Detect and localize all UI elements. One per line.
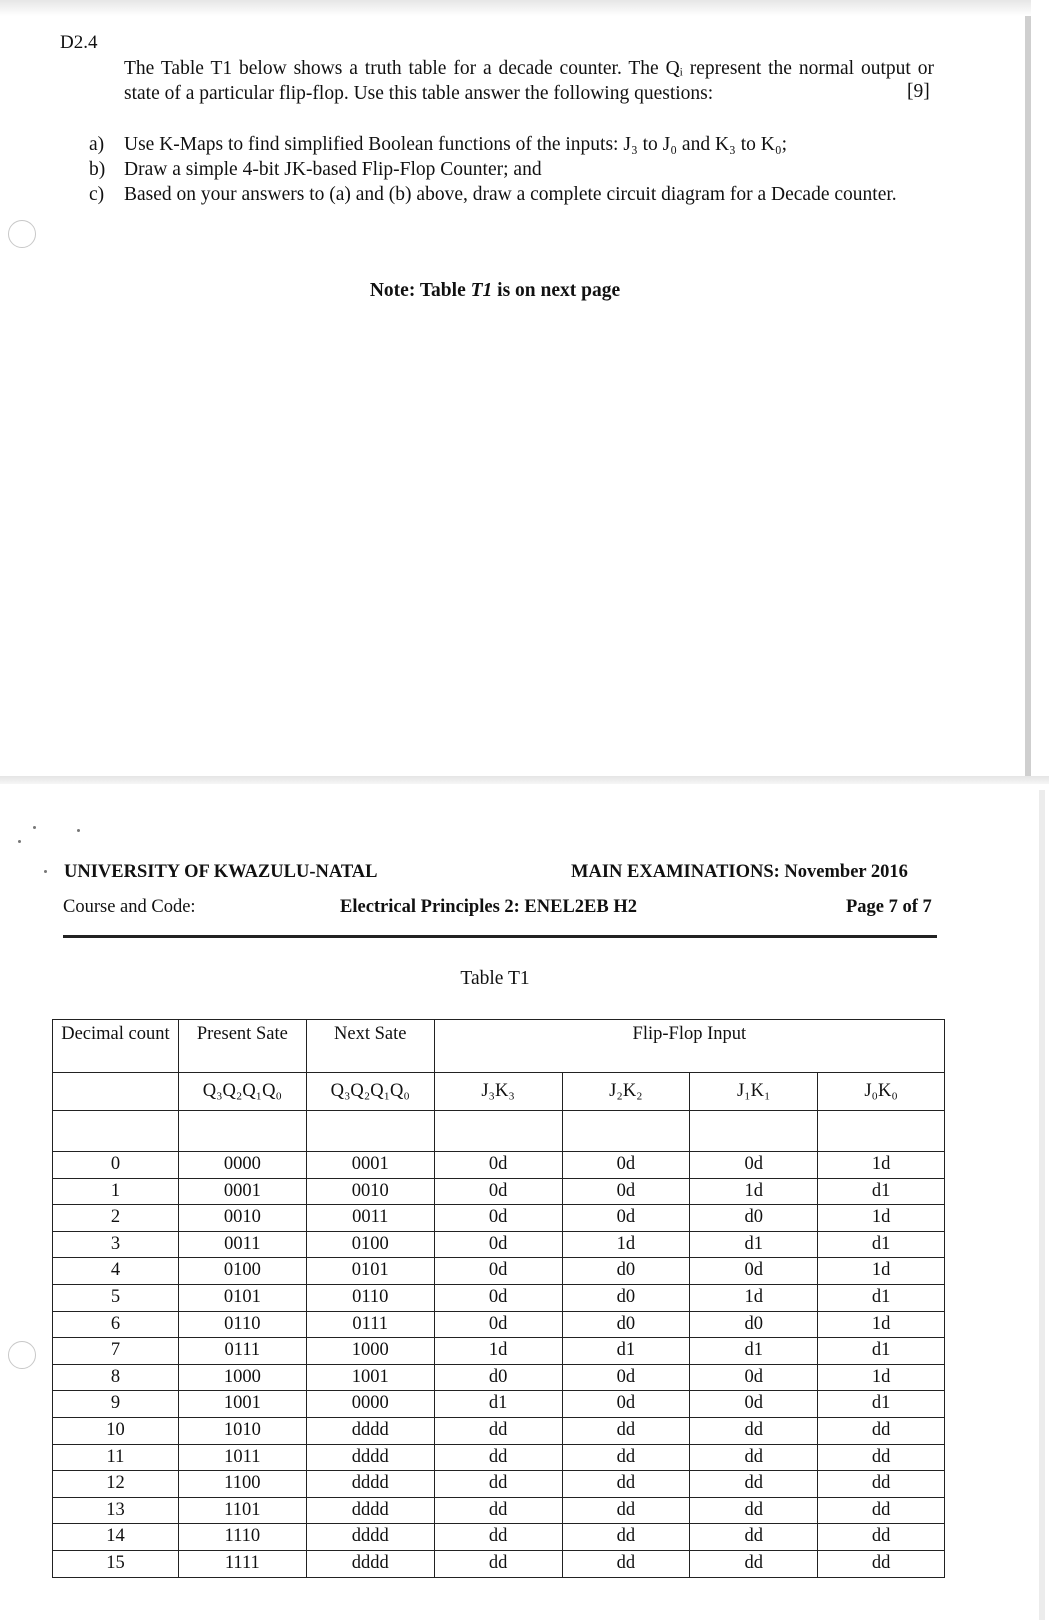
present-state-cell: 1010	[178, 1417, 306, 1444]
decimal-cell: 6	[53, 1311, 179, 1338]
jk3-cell: dd	[434, 1444, 562, 1471]
present-state-cell: 1100	[178, 1471, 306, 1498]
present-state-cell: 0101	[178, 1284, 306, 1311]
part-text: Based on your answers to (a) and (b) above, draw a complete circuit diagram for a Decade counter.	[124, 184, 897, 205]
table-row	[53, 1524, 945, 1551]
jk3-cell: d1	[434, 1391, 562, 1418]
jk2-cell: dd	[562, 1444, 690, 1471]
present-state-cell: 0001	[178, 1178, 306, 1205]
jk1-cell: 0d	[690, 1152, 818, 1179]
jk0-cell: dd	[818, 1444, 945, 1471]
next-state-cell: 0110	[306, 1284, 434, 1311]
jk2-cell: d0	[562, 1258, 690, 1285]
jk0-cell: dd	[818, 1550, 945, 1577]
jk3-subheader: J₃K₃	[434, 1073, 562, 1111]
jk3-cell: dd	[434, 1471, 562, 1498]
jk0-subheader: J₀K₀	[818, 1073, 945, 1111]
jk2-cell: d1	[562, 1338, 690, 1365]
scan-speck	[33, 826, 36, 829]
decimal-cell: 4	[53, 1258, 179, 1285]
jk0-cell: 1d	[818, 1205, 945, 1232]
jk1-cell: dd	[690, 1417, 818, 1444]
header-row	[53, 1020, 945, 1073]
jk3-cell: dd	[434, 1550, 562, 1577]
jk3-cell: dd	[434, 1417, 562, 1444]
jk3-cell: 0d	[434, 1231, 562, 1258]
empty-cell	[434, 1111, 562, 1152]
jk2-cell: dd	[562, 1417, 690, 1444]
jk1-cell: dd	[690, 1497, 818, 1524]
table-row	[53, 1550, 945, 1577]
next-state-cell: dddd	[306, 1524, 434, 1551]
present-state-cell: 0011	[178, 1231, 306, 1258]
table-row	[53, 1364, 945, 1391]
jk2-cell: 0d	[562, 1391, 690, 1418]
table-row	[53, 1497, 945, 1524]
decimal-count-header: Decimal count	[53, 1020, 179, 1073]
jk2-cell: 0d	[562, 1178, 690, 1205]
present-state-cell: 0110	[178, 1311, 306, 1338]
next-state-cell: dddd	[306, 1417, 434, 1444]
flip-flop-input-header: Flip-Flop Input	[434, 1020, 944, 1073]
empty-cell	[178, 1111, 306, 1152]
next-state-cell: dddd	[306, 1497, 434, 1524]
jk2-cell: d0	[562, 1284, 690, 1311]
table-note	[0, 280, 990, 302]
table-row	[53, 1471, 945, 1498]
present-state-cell: 1001	[178, 1391, 306, 1418]
jk0-cell: d1	[818, 1284, 945, 1311]
decimal-cell: 13	[53, 1497, 179, 1524]
jk1-cell: 1d	[690, 1178, 818, 1205]
jk1-cell: d1	[690, 1338, 818, 1365]
present-state-cell: 1011	[178, 1444, 306, 1471]
decimal-cell: 10	[53, 1417, 179, 1444]
present-state-cell: 1101	[178, 1497, 306, 1524]
table-row	[53, 1152, 945, 1179]
jk0-cell: d1	[818, 1178, 945, 1205]
next-state-cell: 1000	[306, 1338, 434, 1365]
decimal-cell: 11	[53, 1444, 179, 1471]
jk0-cell: 1d	[818, 1311, 945, 1338]
next-state-subheader: Q₃Q₂Q₁Q₀	[306, 1073, 434, 1111]
empty-cell	[562, 1111, 690, 1152]
table-row	[53, 1284, 945, 1311]
decimal-cell: 15	[53, 1550, 179, 1577]
university-name: UNIVERSITY OF KWAZULU-NATAL	[64, 862, 378, 882]
part-text: Draw a simple 4-bit JK-based Flip-Flop Counter; and	[124, 159, 542, 180]
subheader-row	[53, 1073, 945, 1111]
jk3-cell: 0d	[434, 1152, 562, 1179]
next-state-cell: dddd	[306, 1444, 434, 1471]
jk0-cell: dd	[818, 1417, 945, 1444]
empty-cell	[306, 1111, 434, 1152]
present-state-cell: 1110	[178, 1524, 306, 1551]
page-top-shadow	[0, 0, 1031, 16]
exam-session: MAIN EXAMINATIONS: November 2016	[571, 862, 908, 882]
table-row	[53, 1444, 945, 1471]
jk0-cell: 1d	[818, 1364, 945, 1391]
jk1-cell: dd	[690, 1550, 818, 1577]
note-suffix: is on next page	[492, 280, 621, 301]
decimal-cell: 9	[53, 1391, 179, 1418]
next-state-cell: dddd	[306, 1471, 434, 1498]
jk3-cell: 0d	[434, 1284, 562, 1311]
jk0-cell: d1	[818, 1338, 945, 1365]
jk3-cell: d0	[434, 1364, 562, 1391]
next-state-cell: 0001	[306, 1152, 434, 1179]
jk3-cell: dd	[434, 1497, 562, 1524]
punch-hole-icon	[8, 1341, 36, 1369]
jk0-cell: dd	[818, 1497, 945, 1524]
exam-page-question	[0, 0, 1031, 776]
empty-cell	[53, 1111, 179, 1152]
jk2-cell: dd	[562, 1550, 690, 1577]
truth-table	[52, 1019, 945, 1578]
present-state-cell: 0100	[178, 1258, 306, 1285]
table-row	[53, 1231, 945, 1258]
jk1-cell: 1d	[690, 1284, 818, 1311]
jk0-cell: 1d	[818, 1258, 945, 1285]
next-state-cell: 0111	[306, 1311, 434, 1338]
decimal-cell: 3	[53, 1231, 179, 1258]
table-row	[53, 1258, 945, 1285]
table-row	[53, 1391, 945, 1418]
table-caption: Table T1	[460, 968, 530, 989]
part-label: b)	[89, 159, 106, 180]
present-state-subheader: Q₃Q₂Q₁Q₀	[178, 1073, 306, 1111]
jk1-cell: d0	[690, 1205, 818, 1232]
page-edge-shadow	[1039, 790, 1045, 1620]
page-separator	[0, 776, 1049, 784]
decimal-cell: 7	[53, 1338, 179, 1365]
scan-speck	[44, 870, 47, 873]
jk2-cell: 0d	[562, 1152, 690, 1179]
present-state-cell: 1111	[178, 1550, 306, 1577]
decimal-cell: 2	[53, 1205, 179, 1232]
jk3-cell: 0d	[434, 1258, 562, 1285]
jk1-cell: 0d	[690, 1258, 818, 1285]
jk1-cell: dd	[690, 1444, 818, 1471]
note-table-ref: T1	[470, 280, 493, 301]
jk3-cell: 0d	[434, 1178, 562, 1205]
next-state-cell: dddd	[306, 1550, 434, 1577]
jk2-cell: dd	[562, 1471, 690, 1498]
next-state-cell: 0100	[306, 1231, 434, 1258]
next-state-cell: 0101	[306, 1258, 434, 1285]
jk2-cell: 1d	[562, 1231, 690, 1258]
decimal-cell: 0	[53, 1152, 179, 1179]
question-marks: [9]	[907, 81, 930, 102]
part-label: c)	[89, 184, 105, 205]
next-state-cell: 0010	[306, 1178, 434, 1205]
present-state-cell: 0000	[178, 1152, 306, 1179]
note-prefix: Note: Table	[369, 280, 471, 301]
next-state-cell: 0000	[306, 1391, 434, 1418]
jk1-cell: 0d	[690, 1364, 818, 1391]
page-number: Page 7 of 7	[846, 897, 932, 917]
blank-subheader	[53, 1073, 179, 1111]
present-state-cell: 1000	[178, 1364, 306, 1391]
jk0-cell: d1	[818, 1231, 945, 1258]
jk2-cell: dd	[562, 1524, 690, 1551]
present-state-cell: 0111	[178, 1338, 306, 1365]
present-state-header: Present Sate	[178, 1020, 306, 1073]
part-label: a)	[89, 134, 105, 155]
jk0-cell: dd	[818, 1471, 945, 1498]
course-name: Electrical Principles 2: ENEL2EB H2	[340, 897, 638, 917]
jk2-subheader: J₂K₂	[562, 1073, 690, 1111]
scan-speck	[77, 829, 80, 832]
jk1-cell: 0d	[690, 1391, 818, 1418]
jk1-cell: dd	[690, 1524, 818, 1551]
table-row	[53, 1205, 945, 1232]
decimal-cell: 12	[53, 1471, 179, 1498]
table-row	[53, 1338, 945, 1365]
decimal-cell: 14	[53, 1524, 179, 1551]
jk3-cell: dd	[434, 1524, 562, 1551]
decimal-cell: 5	[53, 1284, 179, 1311]
course-label: Course and Code:	[63, 897, 196, 917]
jk1-cell: d0	[690, 1311, 818, 1338]
jk1-cell: d1	[690, 1231, 818, 1258]
jk1-cell: dd	[690, 1471, 818, 1498]
empty-cell	[818, 1111, 945, 1152]
jk0-cell: 1d	[818, 1152, 945, 1179]
jk2-cell: dd	[562, 1497, 690, 1524]
jk0-cell: d1	[818, 1391, 945, 1418]
jk2-cell: 0d	[562, 1205, 690, 1232]
table-row	[53, 1311, 945, 1338]
jk3-cell: 0d	[434, 1205, 562, 1232]
empty-cell	[690, 1111, 818, 1152]
next-state-header: Next Sate	[306, 1020, 434, 1073]
jk3-cell: 1d	[434, 1338, 562, 1365]
jk3-cell: 0d	[434, 1311, 562, 1338]
table-row	[53, 1178, 945, 1205]
jk2-cell: d0	[562, 1311, 690, 1338]
scan-speck	[18, 840, 21, 843]
question-number: D2.4	[60, 32, 98, 53]
header-rule	[63, 935, 937, 938]
table-body	[53, 1152, 945, 1578]
decimal-cell: 8	[53, 1364, 179, 1391]
decimal-cell: 1	[53, 1178, 179, 1205]
next-state-cell: 1001	[306, 1364, 434, 1391]
jk2-cell: 0d	[562, 1364, 690, 1391]
present-state-cell: 0010	[178, 1205, 306, 1232]
punch-hole-icon	[8, 220, 36, 248]
table-row	[53, 1417, 945, 1444]
part-text: Use K-Maps to find simplified Boolean functions of the inputs: J₃ to J₀ and K₃ to K₀;	[124, 134, 788, 155]
next-state-cell: 0011	[306, 1205, 434, 1232]
spacer-row	[53, 1111, 945, 1152]
question-intro: The Table T1 below shows a truth table for a decade counter. The Qᵢ represent the normal output or state of a particular flip-flop. Use this table answer the following questions:	[124, 58, 934, 104]
jk1-subheader: J₁K₁	[690, 1073, 818, 1111]
jk0-cell: dd	[818, 1524, 945, 1551]
